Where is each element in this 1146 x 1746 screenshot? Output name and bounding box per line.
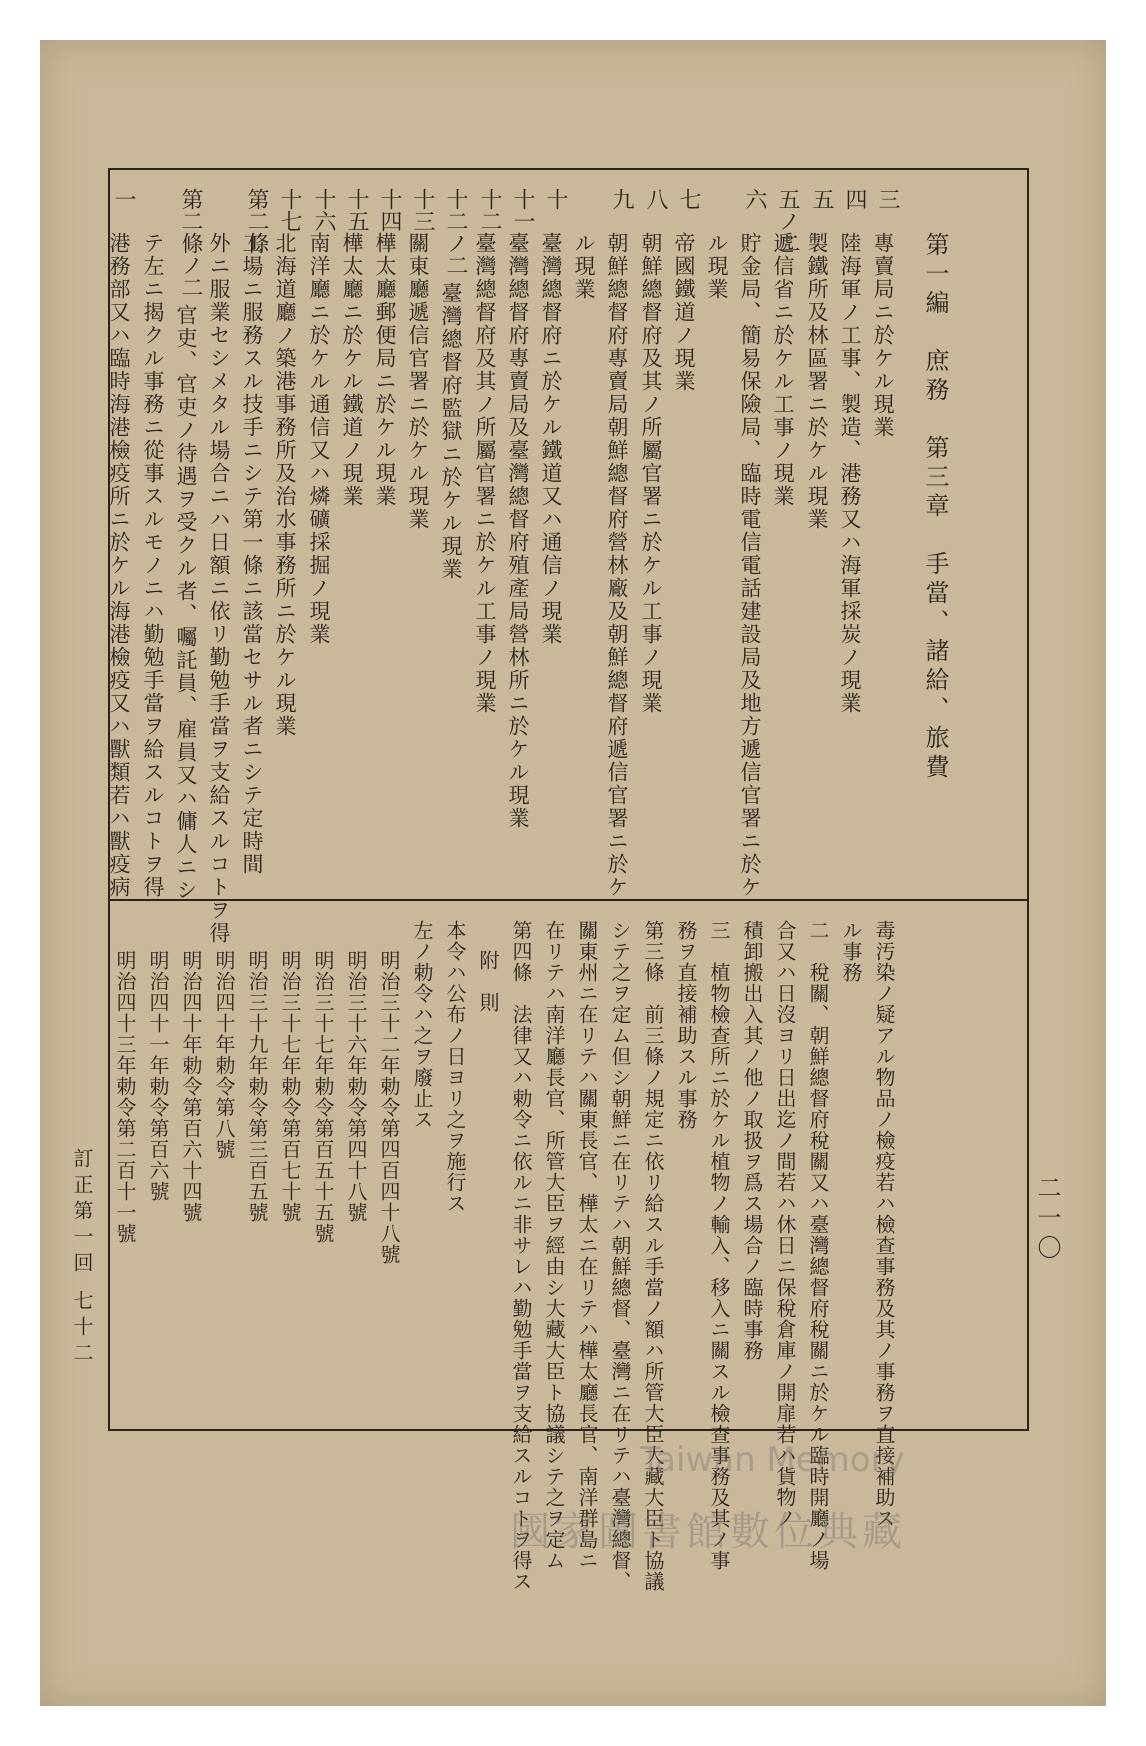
item-number: 十二ノ二 <box>443 188 468 276</box>
upper-text-column: 臺灣總督府ニ於ケル鐵道又ハ通信ノ現業 <box>539 232 563 646</box>
upper-text-column: 專賣局ニ於ケル現業 <box>871 232 895 439</box>
item-number: 十六 <box>311 188 336 232</box>
running-header: 第一編 庶務 第三章 手當、諸給、旅費 <box>921 232 949 783</box>
watermark-english: Taiwan Memory <box>640 1440 905 1480</box>
lower-text-column: 明治三十七年勅令第百五十五號 <box>311 950 335 1244</box>
library-watermark <box>510 1420 1030 1580</box>
lower-text-column: 積卸搬出入其ノ他ノ取扱ヲ爲ス場合ノ臨時事務 <box>740 920 764 1361</box>
item-number: 十二 <box>477 188 502 232</box>
item-number: 第二條ノ二 <box>178 188 203 298</box>
upper-text-column: ル現業 <box>572 232 596 301</box>
item-number: 十三 <box>410 188 435 232</box>
lower-text-column: 二 稅關、朝鮮總督府稅關又ハ臺灣總督府稅關ニ於ケル臨時開廳ノ場 <box>806 920 830 1571</box>
upper-text-column: 北海道廳ノ築港事務所及治水事務所ニ於ケル現業 <box>273 232 297 738</box>
upper-text-column: 外ニ服業セシメタル場合ニハ日額ニ依リ勤勉手當ヲ支給スルコトヲ得 <box>207 232 231 945</box>
upper-text-column: 官吏、官吏ノ待遇ヲ受クル者、囑託員、雇員又ハ傭人ニシ <box>174 304 198 902</box>
item-number: 十七 <box>277 188 302 232</box>
item-number: 九 <box>609 188 634 210</box>
item-number: 十五 <box>344 188 369 232</box>
item-number: 五 <box>809 188 834 210</box>
lower-text-column: 明治三十二年勅令第四百四十八號 <box>377 950 401 1265</box>
lower-text-column: 毒汚染ノ疑アル物品ノ檢疫若ハ檢查事務及其ノ事務ヲ直接補助ス <box>872 920 896 1529</box>
item-number: 第二條 <box>244 188 269 254</box>
lower-text-column: 三 植物檢查所ニ於ケル植物ノ輸入、移入ニ關スル檢查事務及其ノ事 <box>707 920 731 1571</box>
lower-text-column: 在リテハ南洋廳長官、所管大臣ヲ經由シ大藏大臣ト協議シテ之ヲ定ム <box>542 920 566 1571</box>
lower-text-column: 務ヲ直接補助スル事務 <box>674 920 698 1130</box>
item-number: 六 <box>742 188 767 210</box>
upper-text-column: 南洋廳ニ於ケル通信又ハ燐礦採掘ノ現業 <box>307 232 331 646</box>
lower-text-column: 附 則 <box>476 950 500 1013</box>
upper-text-column: 製鐵所及林區署ニ於ケル現業 <box>805 232 829 531</box>
upper-text-column: 關東廳遞信官署ニ於ケル現業 <box>406 232 430 531</box>
lower-text-column: 左ノ勅令ハ之ヲ廢止ス <box>410 920 434 1130</box>
lower-text-column: 本令ハ公布ノ日ヨリ之ヲ施行ス <box>443 920 467 1214</box>
sheet-number: 七十二 <box>70 1290 94 1368</box>
item-number: 十 <box>543 188 568 210</box>
lower-text-column: 明治四十三年勅令第二百十一號 <box>113 950 137 1244</box>
lower-text-column: 明治四十一年勅令第百六號 <box>146 950 170 1202</box>
upper-text-column: 陸海軍ノ工事、製造、港務又ハ海軍採炭ノ現業 <box>838 232 862 715</box>
lower-text-column: 明治三十七年勅令第百七十號 <box>278 950 302 1223</box>
lower-text-column: 明治三十六年勅令第四十八號 <box>344 950 368 1223</box>
item-number: 四 <box>842 188 867 210</box>
upper-text-column: 樺太廳郵便局ニ於ケル現業 <box>373 232 397 508</box>
lower-text-column: 關東州ニ在リテハ關東長官、樺太ニ在リテハ樺太廳長官、南洋群島ニ <box>575 920 599 1571</box>
upper-text-column: 工場ニ服務スル技手ニシテ第一條ニ該當セサル者ニシテ定時間 <box>240 232 264 876</box>
upper-text-column: 朝鮮總督府專賣局朝鮮總督府營林廠及朝鮮總督府遞信官署ニ於ケ <box>605 232 629 899</box>
section-divider <box>108 899 1029 901</box>
upper-text-column: 貯金局、簡易保險局、臨時電信電話建設局及地方遞信官署ニ於ケ <box>738 232 762 899</box>
upper-text-column: 港務部又ハ臨時海港檢疫所ニ於ケル海港檢疫又ハ獸類若ハ獸疫病 <box>107 232 131 899</box>
item-number: 七 <box>676 188 701 210</box>
lower-text-column: シテ之ヲ定ム但シ朝鮮ニ在リテハ朝鮮總督、臺灣ニ在リテハ臺灣總督、 <box>608 920 632 1592</box>
item-number: 五ノ二 <box>775 188 800 254</box>
lower-text-column: ル事務 <box>839 920 863 983</box>
item-number: 十一 <box>510 188 535 232</box>
item-number: 一 <box>111 188 136 210</box>
lower-text-column: 第三條 前三條ノ規定ニ依リ給スル手當ノ額ハ所管大臣大藏大臣ト協議 <box>641 920 665 1592</box>
item-number: 十四 <box>377 188 402 232</box>
page-number: 二一〇 <box>1033 1175 1061 1265</box>
upper-text-column: 臺灣總督府及其ノ所屬官署ニ於ケル工事ノ現業 <box>473 232 497 715</box>
upper-text-column: 朝鮮總督府及其ノ所屬官署ニ於ケル工事ノ現業 <box>639 232 663 715</box>
upper-text-column: 樺太廳ニ於ケル鐵道ノ現業 <box>340 232 364 508</box>
upper-text-column: 臺灣總督府監獄ニ於ケル現業 <box>439 282 463 581</box>
lower-text-column: 第四條 法律又ハ勅令ニ依ルニ非サレハ勤勉手當ヲ支給スルコトヲ得ス <box>509 920 533 1592</box>
item-number: 三 <box>875 188 900 210</box>
revision-note: 訂正第一回 <box>70 1148 94 1278</box>
watermark-chinese: 國家圖書館數位典藏 <box>510 1509 906 1555</box>
upper-text-column: 遞信省ニ於ケル工事ノ現業 <box>771 232 795 508</box>
upper-text-column: ル現業 <box>705 232 729 301</box>
lower-text-column: 明治四十年勅令第百六十四號 <box>179 950 203 1223</box>
lower-text-column: 明治三十九年勅令第三百五號 <box>245 950 269 1223</box>
lower-text-column: 合又ハ日沒ヨリ日出迄ノ間若ハ休日ニ保稅倉庫ノ開扉若ハ貨物ノ <box>773 920 797 1529</box>
upper-text-column: 臺灣總督府專賣局及臺灣總督府殖產局營林所ニ於ケル現業 <box>506 232 530 830</box>
upper-text-column: テ左ニ揭クル事務ニ從事スルモノニハ勤勉手當ヲ給スルコトヲ得 <box>141 232 165 899</box>
lower-text-column: 明治四十年勅令第八號 <box>212 950 236 1160</box>
item-number: 八 <box>643 188 668 210</box>
upper-text-column: 帝國鐵道ノ現業 <box>672 232 696 393</box>
